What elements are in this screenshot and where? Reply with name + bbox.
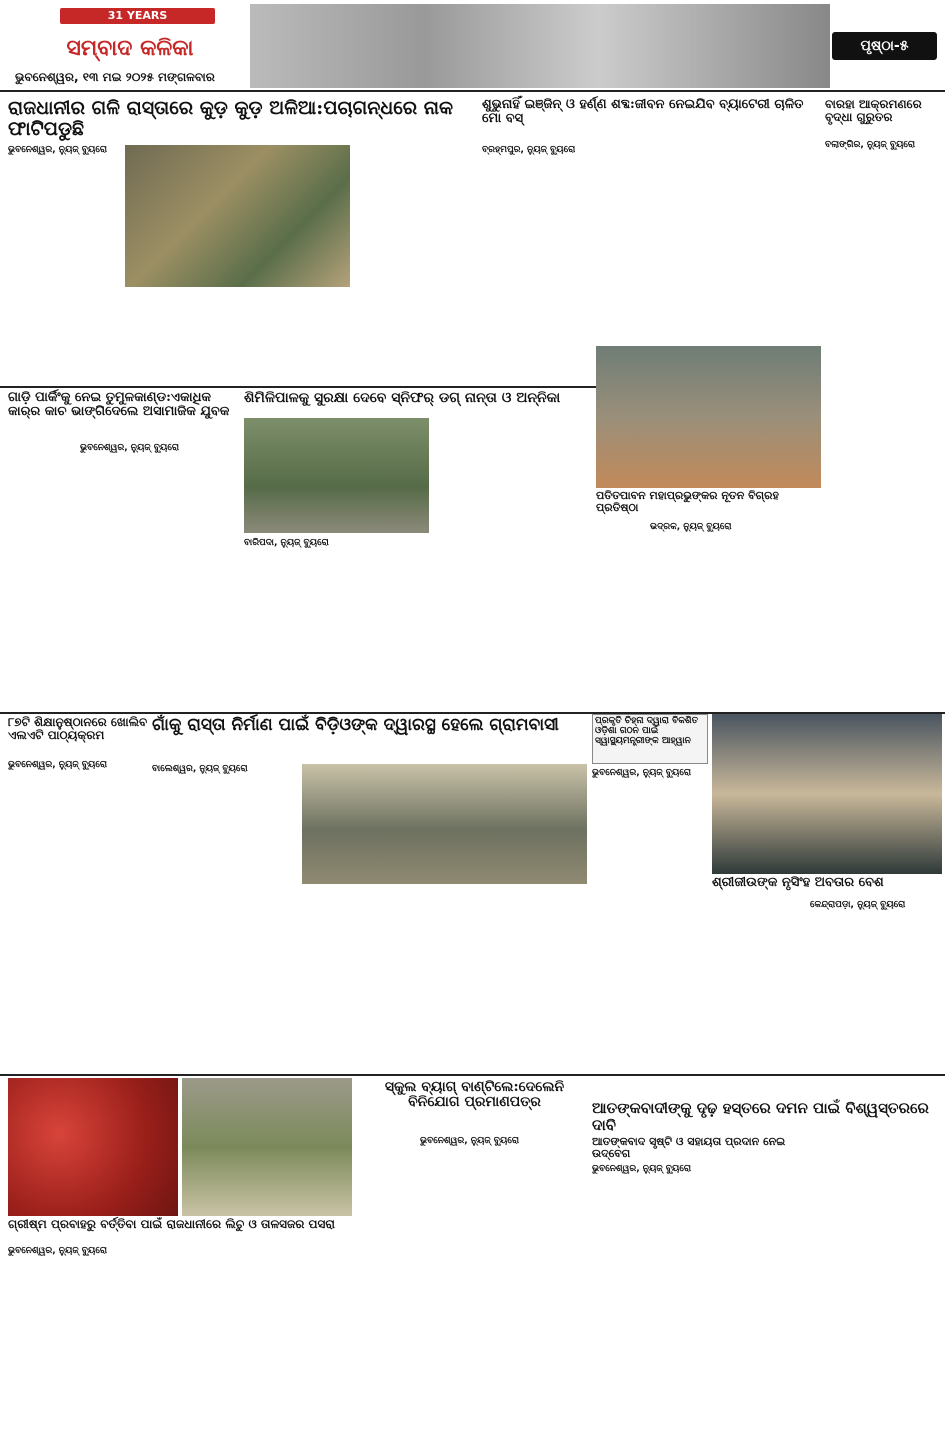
- text-s13-col1: [592, 1178, 702, 1440]
- text-s13-col2: [706, 1178, 822, 1440]
- page-number-label: ପୃଷ୍ଠା-୫: [832, 32, 937, 60]
- text-s11-col1: [8, 1260, 120, 1440]
- byline-s8: ବାଲେଶ୍ୱର, ନ୍ୟୁଜ୍ ବ୍ୟୁରୋ: [152, 764, 248, 774]
- photo-litchi-fruits: [8, 1078, 178, 1216]
- byline-s12: ଭୁବନେଶ୍ୱର, ନ୍ୟୁଜ୍ ବ୍ୟୁରୋ: [420, 1136, 520, 1146]
- text-s5-col3: [360, 538, 472, 708]
- photo-temple-ritual: [596, 346, 821, 488]
- text-s3: [825, 155, 940, 667]
- photo-garbage-street: [125, 145, 350, 287]
- byline-s3: ବଲାଙ୍ଗିର, ନ୍ୟୁଜ୍ ବ୍ୟୁରୋ: [825, 140, 916, 150]
- text-s5-col4: [476, 538, 589, 708]
- text-s1-col4: [358, 145, 473, 382]
- headline-s3: ବାରହା ଆକ୍ରମଣରେ ବୃଦ୍ଧା ଗୁରୁତର: [825, 97, 922, 125]
- text-s10: [712, 914, 942, 1070]
- photo-villagers-meeting: [302, 764, 587, 884]
- masthead-banner-image: [250, 4, 830, 88]
- text-s1-col1: [8, 160, 120, 382]
- dateline: ଭୁବନେଶ୍ୱର, ୧୩ ମଇ ୨୦୨୫ ମଙ୍ଗଳବାର: [15, 70, 215, 84]
- headline-s4: ଗାଡ଼ି ପାର୍କିଂକୁ ନେଇ ତୁମୁଳକାଣ୍ଡ:ଏକାଧିକ କାର୍‌ର କାଚ ଭାଙ୍ଗିଦେଲେ ଅସାମାଜିକ ଯୁବକ: [8, 390, 230, 420]
- headline-s9: ପ୍ରକୃତି ଚିହ୍ନା ଦ୍ୱାରା ବିକଶିତ ଓଡ଼ିଶା ଗଠନ ପାଇଁ ସ୍ୱାସ୍ଥ୍ୟମନ୍ତ୍ରୀଙ୍କ ଆହ୍ୱାନ: [595, 716, 699, 746]
- headline-s10: ଶ୍ରୀଜୀଉଙ୍କ ନୃସିଂହ ଅବତାର ବେଶ: [712, 875, 884, 890]
- byline-s6: ଭଦ୍ରକ, ନ୍ୟୁଜ୍ ବ୍ୟୁରୋ: [650, 522, 732, 532]
- byline-s11: ଭୁବନେଶ୍ୱର, ନ୍ୟୁଜ୍ ବ୍ୟୁରୋ: [8, 1246, 108, 1256]
- byline-s2: ବ୍ରହ୍ମପୁର, ନ୍ୟୁଜ୍ ବ୍ୟୁରୋ: [482, 145, 576, 155]
- text-s1-col2: [125, 292, 237, 382]
- byline-s7: ଭୁବନେଶ୍ୱର, ନ୍ୟୁଜ୍ ବ୍ୟୁରୋ: [8, 760, 108, 770]
- photo-deity-costume: [712, 714, 942, 874]
- headline-s12: ସ୍କୁଲ ବ୍ୟାଗ୍ ବାଣ୍ଟିଲେ:ଦେଲେନି ବିନିଯୋଗ ପ୍ରମାଣପତ୍ର: [384, 1079, 565, 1111]
- headline-s1: ରାଜଧାନୀର ଗଳି ରାସ୍ତାରେ କୁଡ଼ କୁଡ଼ ଅଳିଆ:ପଚାଗନ୍ଧରେ ନାକ ଫାଟିପଡୁଛି: [8, 97, 454, 140]
- byline-s10: କେନ୍ଦ୍ରାପଡ଼ା, ନ୍ୟୁଜ୍ ବ୍ୟୁରୋ: [810, 900, 906, 910]
- headline-s11: ଗ୍ରୀଷ୍ମ ପ୍ରବାହରୁ ବର୍ତ୍ତିବା ପାଇଁ ରାଜଧାନୀରେ ଲିଚୁ ଓ ତାଳସଜର ପସରା: [8, 1217, 335, 1231]
- anniversary-badge: 31 YEARS: [60, 8, 215, 24]
- text-s13-col3: [826, 1136, 942, 1440]
- newspaper-logo: ସମ୍ବାଦ କଳିକା: [66, 35, 194, 61]
- masthead: [0, 0, 945, 92]
- text-s6: [596, 536, 821, 708]
- byline-s1: ଭୁବନେଶ୍ୱର, ନ୍ୟୁଜ୍ ବ୍ୟୁରୋ: [8, 145, 108, 155]
- text-s5-col2: [244, 552, 356, 708]
- text-s9: [592, 782, 708, 1070]
- text-s11-col2: [125, 1246, 237, 1440]
- headline-box-s9: [592, 714, 708, 764]
- byline-s9: ଭୁବନେଶ୍ୱର, ନ୍ୟୁଜ୍ ବ୍ୟୁରୋ: [592, 768, 692, 778]
- headline-s13: ଆତଙ୍କବାଦୀଙ୍କୁ ଦୃଢ଼ ହସ୍ତରେ ଦମନ ପାଇଁ ବିଶ୍ୱସ୍ତରରେ ଦାବି: [592, 1099, 929, 1134]
- headline-s2: ଶୁଭୁନାହିଁ ଇଞ୍ଜିନ୍ ଓ ହର୍ଣ୍ଣ ଶବ୍ଦ:ଜୀବନ ନେଇଯିବ ବ୍ୟାଟେରୀ ଚାଳିତ ମୋ ବସ୍: [482, 97, 804, 127]
- headline-s7: ୮୭ଟି ଶିକ୍ଷାନୁଷ୍ଠାନରେ ଖୋଲିବ ଏଲଏଟି ପାଠ୍ୟକ୍ରମ: [8, 715, 148, 743]
- headline-s5: ଶିମିଳିପାଳକୁ ସୁରକ୍ଷା ଦେବେ ସ୍ନିଫର୍ ଡଗ୍ ନାନ୍ତା ଓ ଅନ୍ନିକା: [244, 390, 561, 406]
- text-s5-col1: [433, 418, 589, 533]
- text-s8-col3: [447, 888, 587, 1070]
- byline-s13: ଭୁବନେଶ୍ୱର, ନ୍ୟୁଜ୍ ବ୍ୟୁରୋ: [592, 1164, 692, 1174]
- text-s1-col3: [242, 292, 354, 382]
- photo-palm-fruit-vendor: [182, 1078, 352, 1216]
- subhead-s13: ଆତଙ୍କବାଦ ସୃଷ୍ଟି ଓ ସହାୟତା ପ୍ରଦାନ ନେଇ ଉଦ୍‌ବେଗ: [592, 1135, 786, 1161]
- text-s11-col3: [242, 1246, 354, 1440]
- text-s7: [8, 775, 148, 1070]
- byline-s5: ବାରିପଦା, ନ୍ୟୁଜ୍ ବ୍ୟୁରୋ: [244, 538, 329, 548]
- text-s8-col2: [302, 888, 442, 1070]
- byline-s4: ଭୁବନେଶ୍ୱର, ନ୍ୟୁଜ୍ ବ୍ୟୁରୋ: [80, 443, 180, 453]
- text-s8-col1: [152, 778, 297, 1070]
- section-divider-3: [0, 1074, 945, 1076]
- photo-sniffer-dogs: [244, 418, 429, 533]
- headline-s6: ପତିତପାବନ ମହାପ୍ରଭୁଙ୍କର ନୂତନ ବିଗ୍ରହ ପ୍ରତିଷ୍ଠା: [596, 489, 779, 515]
- headline-s8: ଗାଁକୁ ରାସ୍ତା ନିର୍ମାଣ ପାଇଁ ବିଡ଼ିଓଙ୍କ ଦ୍ୱାରସ୍ଥ ହେଲେ ଗ୍ରାମବାସୀ: [152, 715, 559, 735]
- text-s4: [8, 458, 238, 708]
- text-s12: [362, 1150, 587, 1440]
- text-s2-col1: [482, 160, 592, 382]
